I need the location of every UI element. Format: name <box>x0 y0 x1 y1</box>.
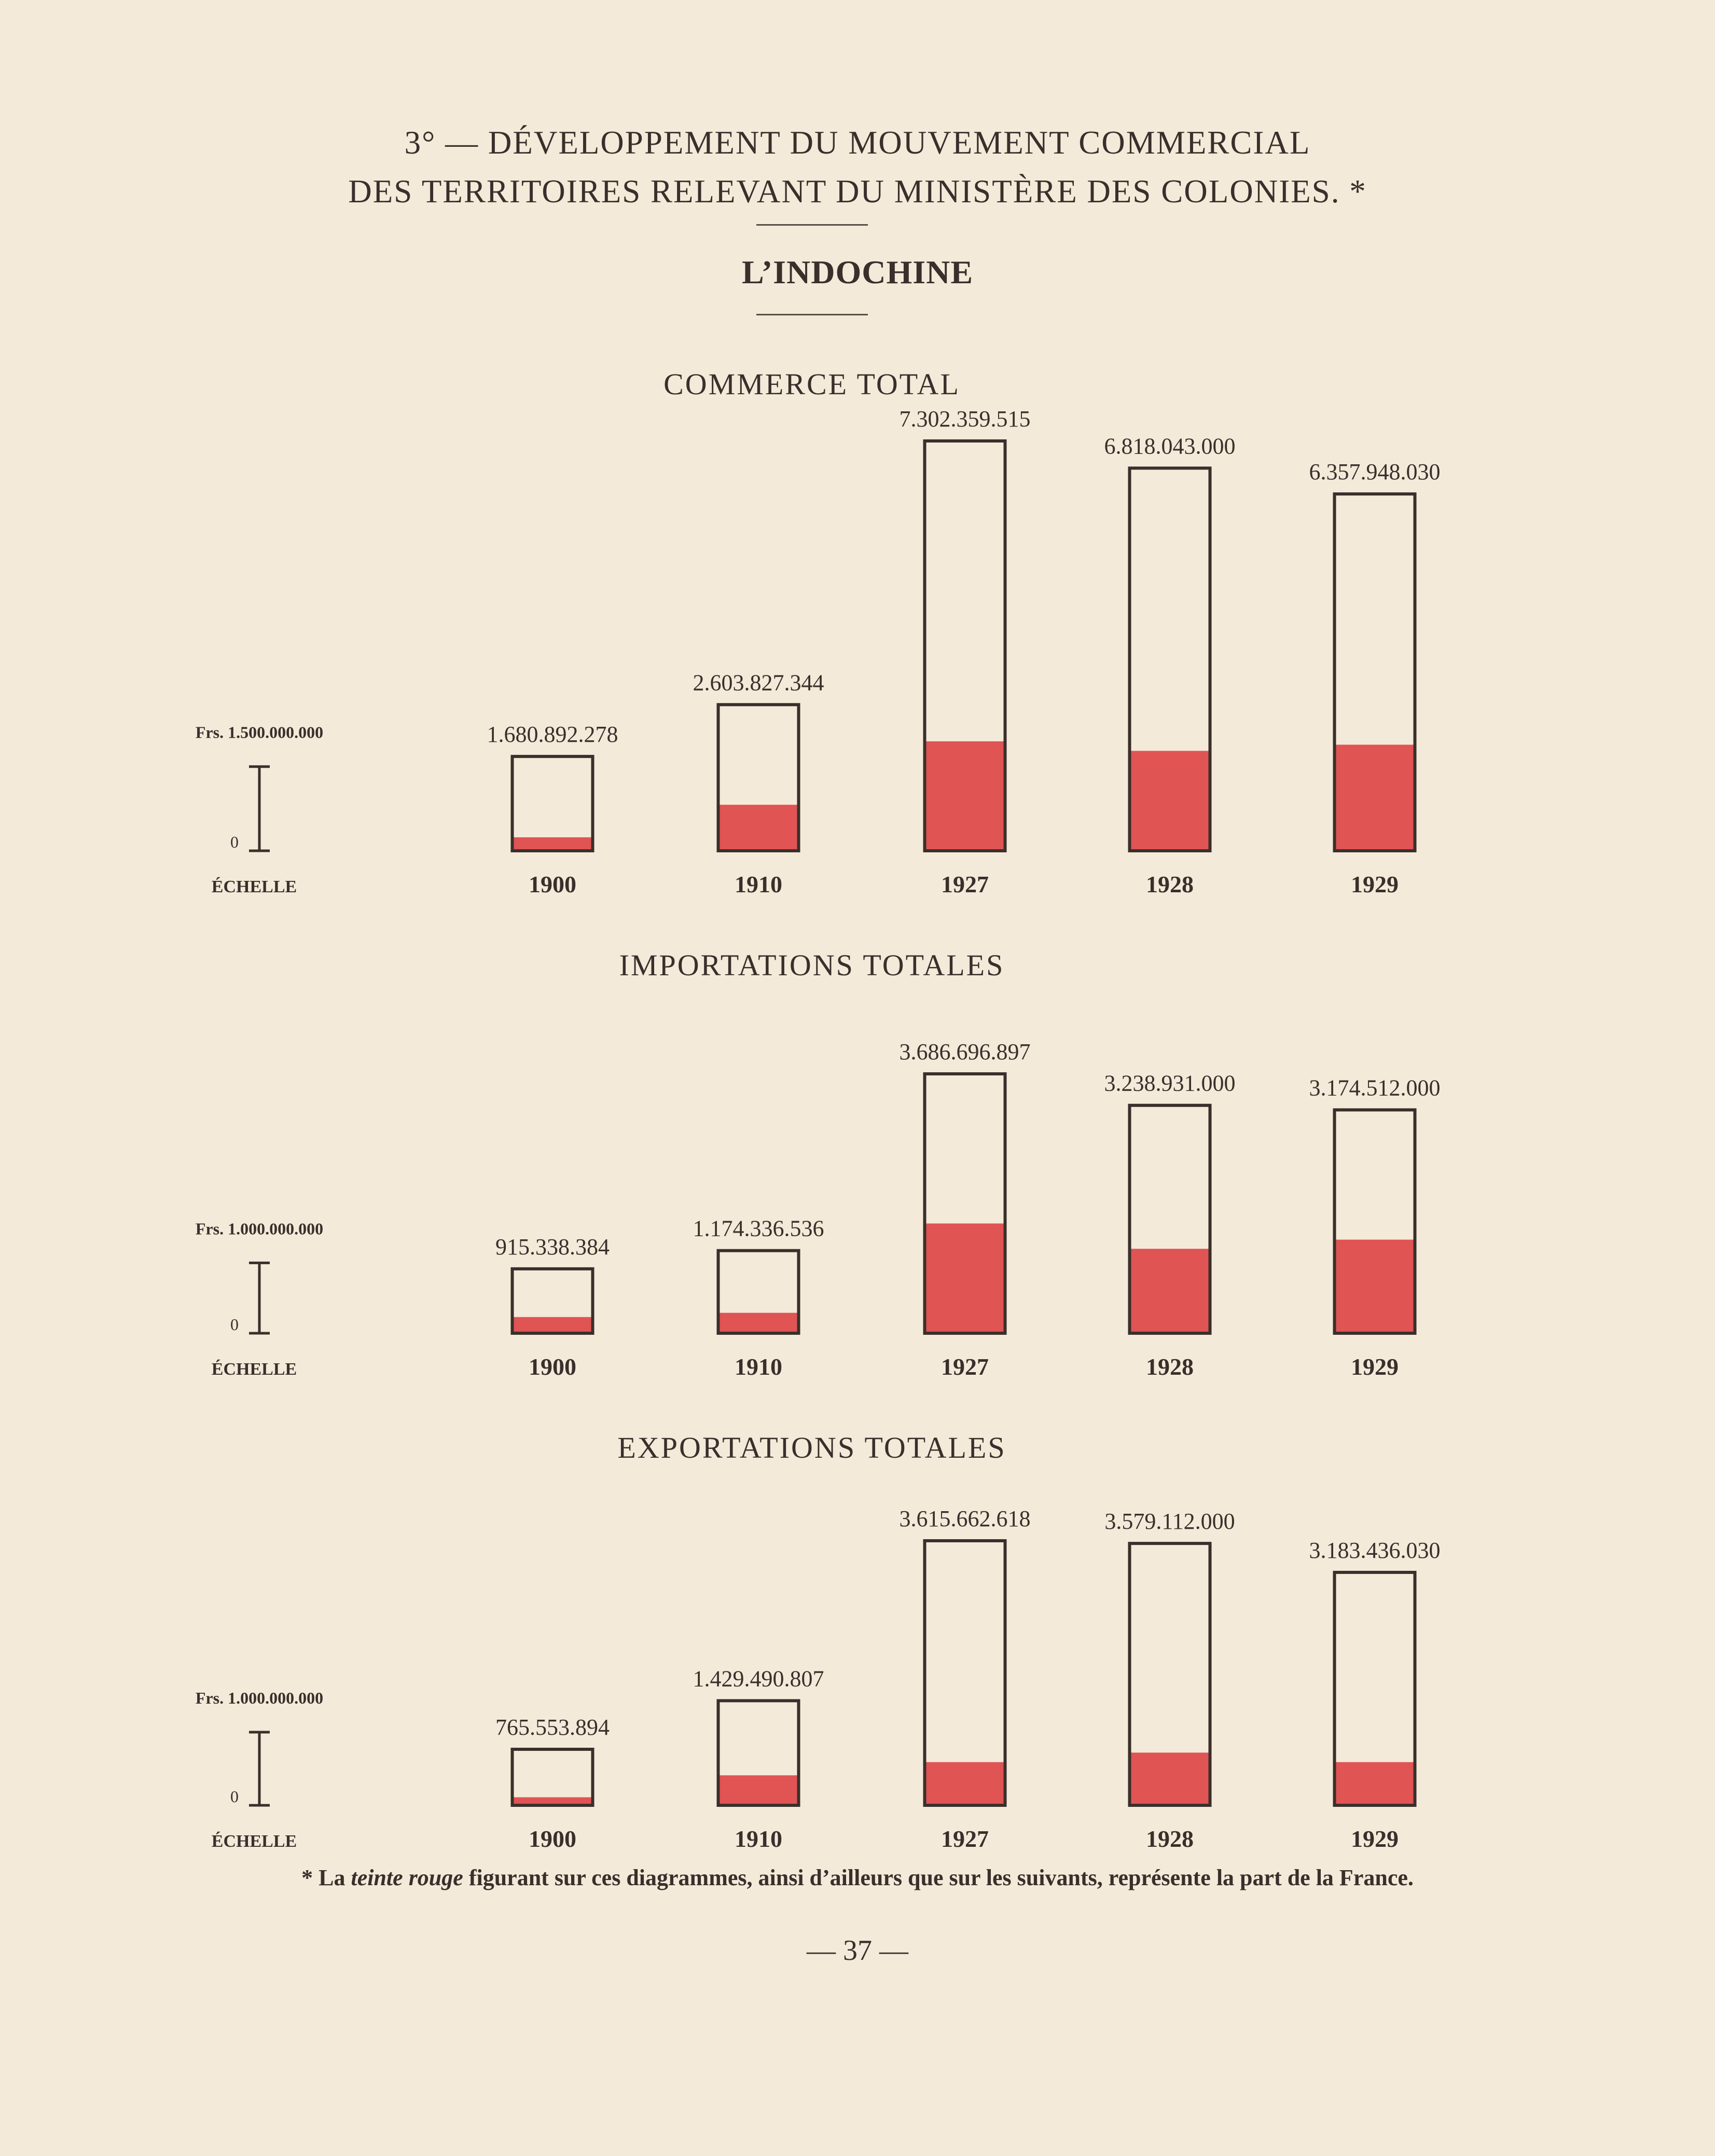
total-bar <box>513 756 593 851</box>
page-title-line-1: 3° — DÉVELOPPEMENT DU MOUVEMENT COMMERCIAL <box>404 125 1311 161</box>
year-label: 1910 <box>735 1353 782 1380</box>
year-label: 1900 <box>529 1353 576 1380</box>
year-label: 1929 <box>1351 871 1399 897</box>
page-title <box>0 118 1715 216</box>
scale-unit-label: Frs. 1.500.000.000 <box>195 723 324 742</box>
value-label: 3.615.662.618 <box>899 1506 1031 1531</box>
france-share-bar <box>718 805 799 851</box>
chart-title: IMPORTATIONS TOTALES <box>619 948 1005 982</box>
value-label: 6.357.948.030 <box>1309 459 1441 485</box>
france-share-bar <box>1130 751 1210 851</box>
value-label: 2.603.827.344 <box>693 670 824 696</box>
value-label: 915.338.384 <box>495 1234 610 1260</box>
scale-zero-label: 0 <box>230 1787 239 1806</box>
scale-zero-label: 0 <box>230 833 239 851</box>
value-label: 1.429.490.807 <box>693 1666 824 1692</box>
footnote-italic: teinte rouge <box>351 1865 463 1890</box>
year-label: 1910 <box>735 1826 782 1852</box>
territory-title: L’INDOCHINE <box>741 254 974 291</box>
value-label: 765.553.894 <box>495 1715 610 1740</box>
page-title-line-2: DES TERRITOIRES RELEVANT DU MINISTÈRE DES COLONIES. * <box>348 173 1367 210</box>
page-number: — 37 — <box>807 1934 908 1967</box>
year-label: 1928 <box>1146 871 1194 897</box>
year-label: 1929 <box>1351 1353 1399 1380</box>
france-share-bar <box>1335 1762 1415 1805</box>
france-share-bar <box>1130 1752 1210 1805</box>
value-label: 3.174.512.000 <box>1309 1075 1441 1101</box>
value-label: 3.686.696.897 <box>899 1039 1031 1065</box>
chart-importations-totales <box>0 939 1715 1406</box>
year-label: 1910 <box>735 871 782 897</box>
chart-commerce-total <box>0 358 1715 929</box>
value-label: 1.680.892.278 <box>487 722 618 748</box>
france-share-bar <box>513 837 593 851</box>
value-label: 6.818.043.000 <box>1104 433 1236 459</box>
scale-zero-label: 0 <box>230 1315 239 1334</box>
year-label: 1927 <box>941 871 989 897</box>
scale-unit-label: Frs. 1.000.000.000 <box>195 1219 324 1238</box>
footnote <box>0 1864 1715 1891</box>
scale-label: ÉCHELLE <box>211 877 297 896</box>
value-label: 3.183.436.030 <box>1309 1537 1441 1563</box>
value-label: 3.579.112.000 <box>1104 1509 1235 1535</box>
value-label: 7.302.359.515 <box>899 406 1031 432</box>
year-label: 1900 <box>529 1826 576 1852</box>
scale-label: ÉCHELLE <box>211 1832 297 1851</box>
footnote-suffix: figurant sur ces diagrammes, ainsi d’ailleurs que sur les suivants, représente la part de la France. <box>463 1865 1414 1890</box>
scale-label: ÉCHELLE <box>211 1360 297 1379</box>
france-share-bar <box>925 1762 1005 1805</box>
france-share-bar <box>925 1223 1005 1333</box>
value-label: 1.174.336.536 <box>693 1215 824 1241</box>
year-label: 1928 <box>1146 1353 1194 1380</box>
chart-title: COMMERCE TOTAL <box>663 367 960 401</box>
france-share-bar <box>1335 1240 1415 1333</box>
france-share-bar <box>1130 1249 1210 1333</box>
year-label: 1927 <box>941 1826 989 1852</box>
footnote-prefix: * La <box>301 1865 351 1890</box>
value-label: 3.238.931.000 <box>1104 1070 1236 1096</box>
france-share-bar <box>925 741 1005 851</box>
france-share-bar <box>718 1775 799 1805</box>
year-label: 1927 <box>941 1353 989 1380</box>
scale-unit-label: Frs. 1.000.000.000 <box>195 1688 324 1707</box>
year-label: 1900 <box>529 871 576 897</box>
territory-divider <box>756 314 868 315</box>
france-share-bar <box>1335 745 1415 851</box>
chart-title: EXPORTATIONS TOTALES <box>617 1431 1006 1464</box>
france-share-bar <box>513 1317 593 1333</box>
chart-exportations-totales <box>0 1421 1715 1868</box>
total-bar <box>513 1749 593 1805</box>
year-label: 1929 <box>1351 1826 1399 1852</box>
year-label: 1928 <box>1146 1826 1194 1852</box>
title-divider <box>756 224 868 226</box>
france-share-bar <box>718 1313 799 1333</box>
